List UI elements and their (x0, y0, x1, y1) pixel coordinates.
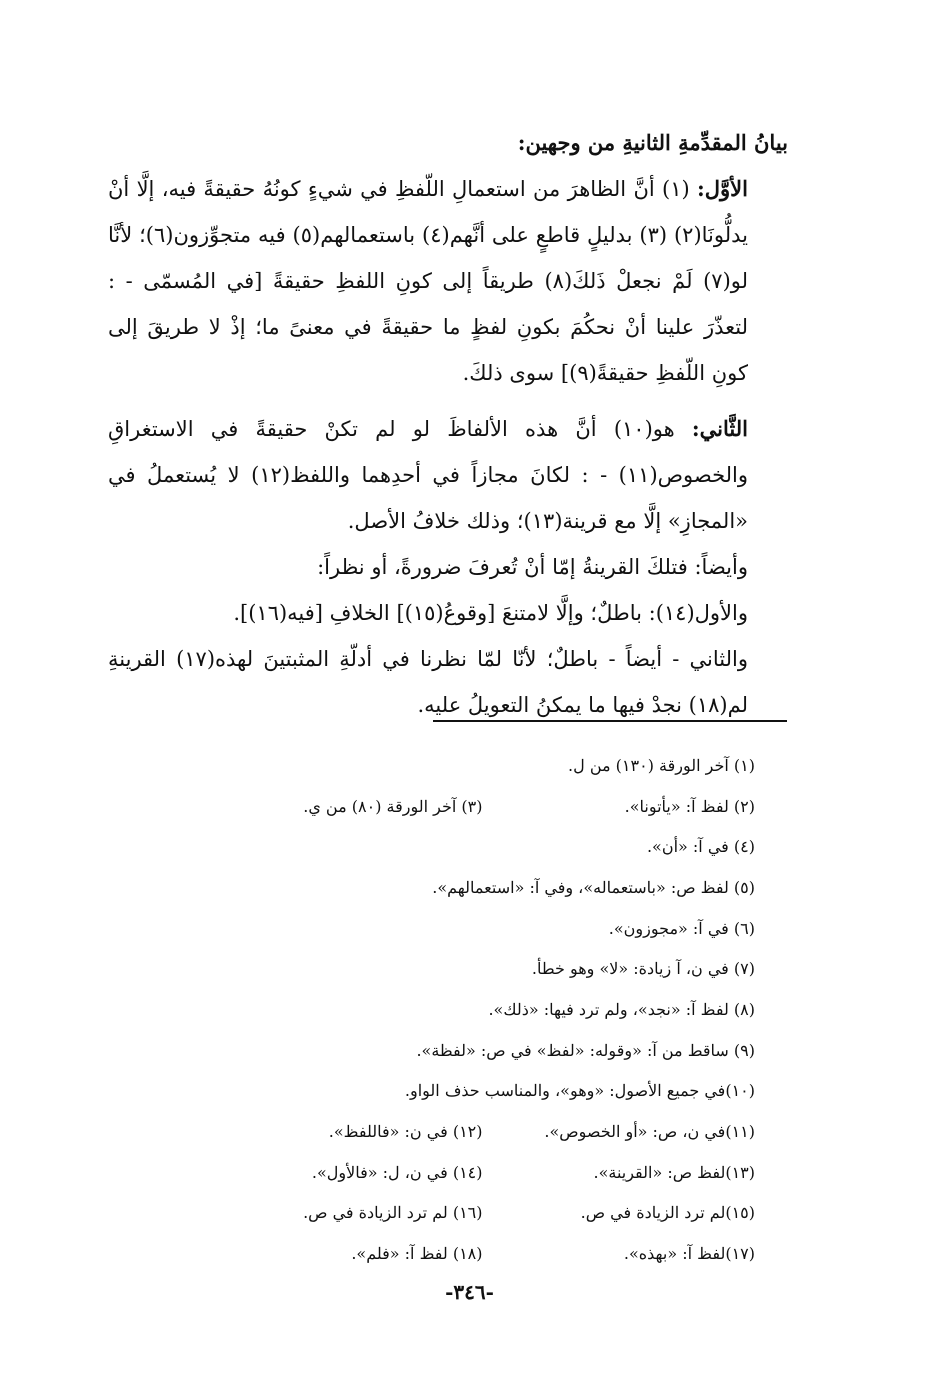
page-number: -٣٤٦- (445, 1280, 494, 1304)
footnote-row (210, 948, 755, 989)
footnote: (٥) لفظ ص: «باستعماله»، وفي آ: «استعمالهم». (432, 877, 755, 897)
footnote-row (210, 989, 755, 1030)
footnote: (١١)في ن، ص: «أو الخصوص». (544, 1122, 755, 1142)
footnote: (١٠)في جميع الأصول: «وهو»، والمناسب حذف الواو. (404, 1081, 755, 1101)
footnote: (٢) لفظ آ: «يأتونا». (624, 796, 755, 816)
footnote-row (210, 745, 755, 786)
footnote: (١٢) في ن: «فاللفظ». (328, 1122, 483, 1142)
second-point-lead: الثَّاني: (691, 416, 748, 441)
footnote-row (210, 1193, 755, 1234)
footnote-row (210, 908, 755, 949)
footnote: (١) آخر الورقة (١٣٠) من ل. (568, 755, 755, 775)
main-text (108, 120, 788, 728)
footnote: (٦) في آ: «مجوزون». (608, 918, 755, 938)
paragraph-also: وأيضاً: فتلكَ القرينةُ إمّا أنْ تُعرفَ ضرورةً، أو نظراً: (317, 555, 748, 579)
footnotes (210, 745, 755, 1274)
footnote-row (210, 1111, 755, 1152)
footnote-row (210, 867, 755, 908)
section-heading: بيانُ المقدِّمةِ الثانيةِ من وجهين: (517, 130, 788, 155)
paragraph-second (108, 406, 788, 544)
paragraph-first-option: والأول(١٤): باطلٌ؛ وإلَّا لامتنعَ [وقوعُ(١٥)] الخلافِ [فيه(١٦)]. (233, 601, 748, 625)
first-point-lead: الأوَّل: (697, 176, 748, 201)
footnote-row (210, 1030, 755, 1071)
footnote: (١٣)لفظ ص: «القرينة». (593, 1162, 755, 1182)
footnote: (١٦) لم ترد الزيادة في ص. (303, 1203, 483, 1223)
paragraph-first (108, 166, 788, 396)
footnote: (١٥)لم ترد الزيادة في ص. (580, 1203, 755, 1223)
footnote: (١٨) لفظ آ: «فلم». (351, 1244, 483, 1264)
footnote-row (210, 786, 755, 827)
footnote: (٩) ساقط من آ: «وقوله: «لفظ» في ص: «لفظة». (416, 1040, 755, 1060)
footnote: (٨) لفظ آ: «نجد»، ولم ترد فيها: «ذلك». (488, 999, 755, 1019)
footnote: (٧) في ن، آ زيادة: «لا» وهو خطأ. (531, 959, 755, 979)
second-point-text: هو(١٠) أنَّ هذه الألفاظَ لو لم تكنْ حقيقةً في الاستغراقِ والخصوص(١١) - : لكانَ مجازاً في أحدِهما واللفظ(١٢) لا يُستعملُ في «المجازِ» إلَّا مع قرينة(١٣)؛ وذلك خلافُ الأصل. (108, 417, 749, 533)
footnote-row (210, 1071, 755, 1112)
footnote-row (210, 1233, 755, 1274)
first-point-text: (١) أنَّ الظاهرَ من استعمالِ اللّفظِ في شيءٍ كونُهُ حقيقةً فيه، إلَّا أنْ يدلُّونَا(٢) (٣) بدليلٍ قاطعٍ على أنَّهم(٤) باستعمالهم(٥) فيه متجوِّزون(٦)؛ لأنَّا لو(٧) لَمْ نجعلْ ذَلكَ(٨) طريقاً إلى كونِ اللفظِ حقيقةً [في المُسمّى - : لتعذّرَ علينا أنْ نحكُمَ بكونِ لفظٍ ما حقيقةً في معنىً ما؛ إذْ لا طريقَ إلى كونِ اللّفظِ حقيقةً(٩)] سوى ذلكَ. (108, 177, 749, 385)
footnote-row (210, 826, 755, 867)
footnote: (٤) في آ: «أن». (646, 837, 755, 857)
footnote: (٣) آخر الورقة (٨٠) من ي. (303, 796, 483, 816)
footnote-row (210, 1152, 755, 1193)
footnote: (١٤) في ن، ل: «فالأول». (311, 1162, 483, 1182)
footnote: (١٧)لفظ آ: «بهذه». (623, 1244, 755, 1264)
paragraph-second-option: والثاني - أيضاً - باطلٌ؛ لأنّا لمّا نظرنا في أدلّةِ المثبتينَ لهذه(١٧) القرينةِ لم(١٨) نجدْ فيها ما يمكنُ التعويلُ عليه. (108, 647, 748, 717)
footnote-divider (433, 720, 787, 722)
